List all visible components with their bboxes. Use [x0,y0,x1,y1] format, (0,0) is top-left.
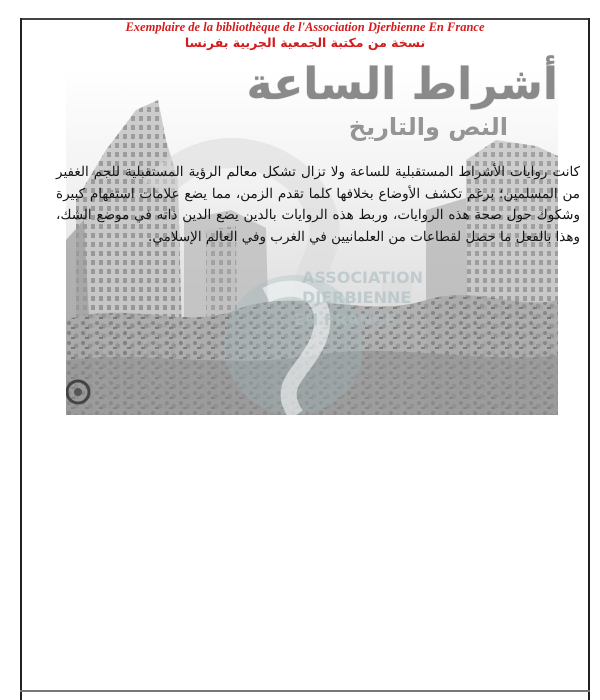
library-note-arabic: نسخة من مكتبة الجمعية الجربية بفرنسا [184,35,426,50]
page-border-bottom [20,690,590,692]
watermark-line-2: DJERBIENNE [302,288,412,307]
book-subtitle: النص والتاريخ [348,113,508,141]
watermark-line-3: EN FRANCE [294,310,396,329]
page-border-right [588,18,590,700]
book-title: أشراط الساعة [246,59,558,110]
watermark-line-1: ASSOCIATION [302,268,424,287]
page-border-left [20,18,22,700]
library-stamp [40,20,570,51]
library-note-french: Exemplaire de la bibliothèque de l'Association Djerbienne En France [125,20,485,34]
cover-paragraph: كانت روايات الأشراط المستقبلية للساعة ولا تزال تشكل معالم الرؤية المستقبلية للجم الغفير من المسلمين؛ برغم تكشف الأوضاع بخلافها كلما تقدم الزمن، مما يضع علامات استفهام كبيرة وشكوك حول صحة هذه الروايات، وربط هذه الروايات بالدين يضع الدين ذاته في موضع الشك، وهذا بالفعل ما حصل لقطاعات من العلمانيين في الغرب وفي العالم الإسلامي. [56,164,580,245]
